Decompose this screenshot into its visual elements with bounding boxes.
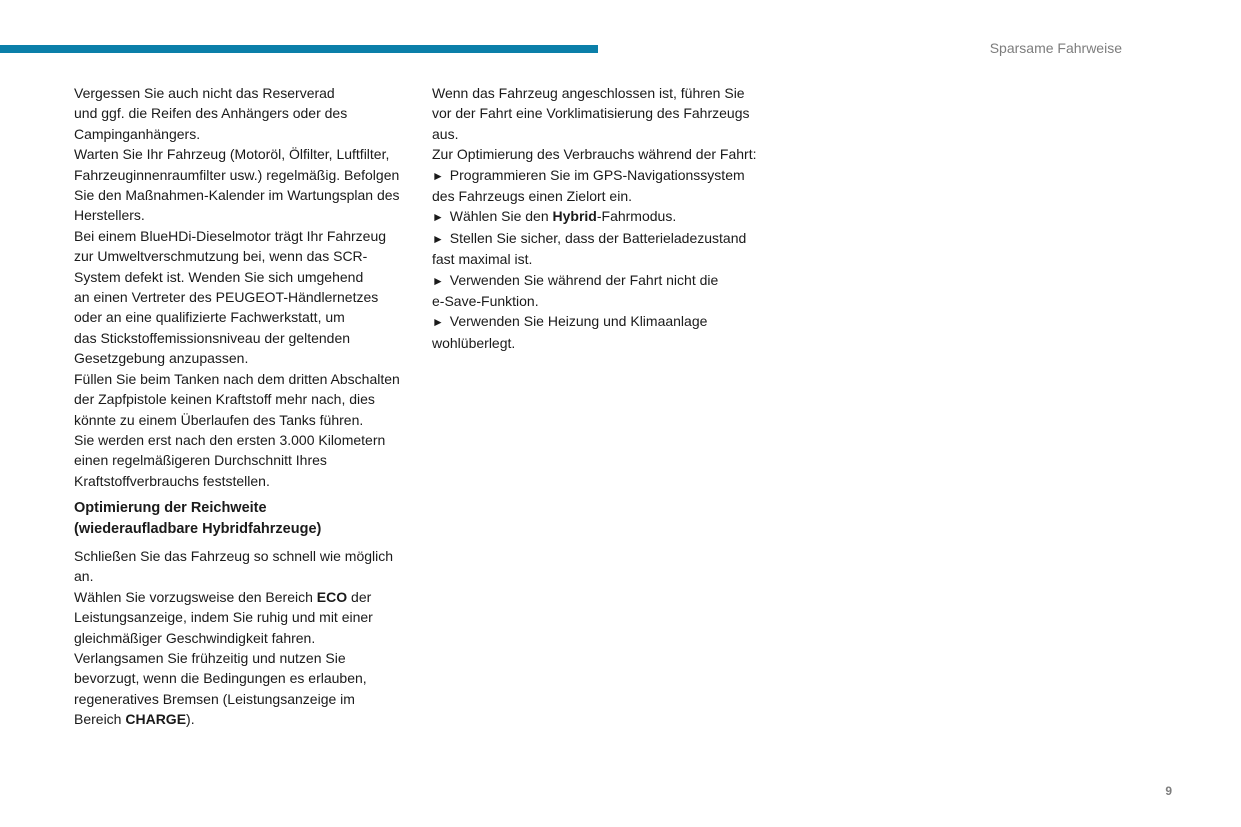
text-line: Kraftstoffverbrauchs feststellen. <box>74 472 270 489</box>
text-line: Sie den Maßnahmen-Kalender im Wartungsplan des <box>74 187 400 204</box>
text-run: Bereich <box>74 711 126 728</box>
paragraph-regenerative-braking <box>74 648 414 730</box>
text-line: e-Save-Funktion. <box>432 293 539 310</box>
text-line: Zur Optimierung des Verbrauchs während der Fahrt: <box>432 146 757 163</box>
text-line: an einen Vertreter des PEUGEOT-Händlernetzes <box>74 289 379 306</box>
text-line: Füllen Sie beim Tanken nach dem dritten Abschalten <box>74 370 400 387</box>
text-line: des Fahrzeugs einen Zielort ein. <box>432 188 632 205</box>
text-line: an. <box>74 568 94 585</box>
text-line: wohlüberlegt. <box>432 334 516 351</box>
text-line <box>432 228 772 249</box>
text-line: Vergessen Sie auch nicht das Reserverad <box>74 85 335 101</box>
text-run: Verwenden Sie während der Fahrt nicht die <box>449 271 719 288</box>
paragraph-eco-mode <box>74 587 414 648</box>
text-line <box>432 206 772 227</box>
triangle-right-icon: ► <box>432 315 444 330</box>
section-heading <box>74 498 414 539</box>
text-run: Wählen Sie den <box>449 208 553 225</box>
left-paragraphs <box>74 83 414 491</box>
charge-keyword: CHARGE <box>125 711 187 728</box>
triangle-right-icon: ► <box>432 210 444 225</box>
text-run: -Fahrmodus. <box>596 208 677 225</box>
paragraph <box>74 144 414 226</box>
text-line: gleichmäßiger Geschwindigkeit fahren. <box>74 629 316 646</box>
text-line: Wenn das Fahrzeug angeschlossen ist, führen Sie <box>432 85 745 101</box>
text-line: vor der Fahrt eine Vorklimatisierung des Fahrzeugs <box>432 105 750 122</box>
text-line: Gesetzgebung anzupassen. <box>74 350 249 367</box>
text-line: oder an eine qualifizierte Fachwerkstatt, um <box>74 309 345 326</box>
text-run: ). <box>186 711 195 728</box>
text-run: Programmieren Sie im GPS-Navigationssystem <box>449 166 745 183</box>
text-line: zur Umweltverschmutzung bei, wenn das SCR- <box>74 248 368 265</box>
text-line: Herstellers. <box>74 207 145 224</box>
text-line: Verlangsamen Sie frühzeitig und nutzen Sie <box>74 649 346 666</box>
bullet-item-hybrid-mode <box>432 206 772 227</box>
page-number: 9 <box>1165 784 1172 798</box>
paragraph <box>74 430 414 491</box>
paragraph <box>74 369 414 430</box>
text-line: fast maximal ist. <box>432 251 533 268</box>
text-line: Warten Sie Ihr Fahrzeug (Motoröl, Ölfilter, Luftfilter, <box>74 146 390 163</box>
text-line: Campinganhängers. <box>74 125 201 142</box>
text-run: Wählen Sie vorzugsweise den Bereich <box>74 588 317 605</box>
left-column <box>74 83 414 730</box>
text-line: Bei einem BlueHDi-Dieselmotor trägt Ihr Fahrzeug <box>74 227 387 244</box>
text-run: Stellen Sie sicher, dass der Batterieladezustand <box>449 229 747 246</box>
bullet-item-esave <box>432 270 772 312</box>
text-line: Schließen Sie das Fahrzeug so schnell wie möglich <box>74 547 394 564</box>
triangle-right-icon: ► <box>432 231 444 246</box>
text-run: Verwenden Sie Heizung und Klimaanlage <box>449 313 708 330</box>
paragraph <box>74 226 414 369</box>
triangle-right-icon: ► <box>432 168 444 183</box>
eco-keyword: ECO <box>316 588 348 605</box>
text-line: und ggf. die Reifen des Anhängers oder des <box>74 105 348 122</box>
heading-line: (wiederaufladbare Hybridfahrzeuge) <box>74 520 322 537</box>
paragraph-close-vehicle <box>74 546 414 587</box>
text-line: Fahrzeuginnenraumfilter usw.) regelmäßig. Befolgen <box>74 166 400 183</box>
paragraph <box>74 83 414 144</box>
text-line: System defekt ist. Wenden Sie sich umgehend <box>74 268 364 285</box>
text-line: bevorzugt, wenn die Bedingungen es erlauben, <box>74 670 367 687</box>
text-line <box>74 709 414 729</box>
text-run: der <box>347 588 372 605</box>
bullet-item-battery-charge <box>432 228 772 270</box>
text-line: regeneratives Bremsen (Leistungsanzeige im <box>74 690 355 707</box>
text-line: einen regelmäßigeren Durchschnitt Ihres <box>74 452 327 469</box>
text-line: Sie werden erst nach den ersten 3.000 Kilometern <box>74 431 386 448</box>
text-line <box>432 270 772 291</box>
triangle-right-icon: ► <box>432 273 444 288</box>
text-line: könnte zu einem Überlaufen des Tanks führen. <box>74 411 364 428</box>
heading-line: Optimierung der Reichweite <box>74 500 267 517</box>
bullet-item-navigation <box>432 165 772 207</box>
bullet-item-climate <box>432 311 772 353</box>
text-line <box>74 587 414 607</box>
text-line: der Zapfpistole keinen Kraftstoff mehr nach, dies <box>74 391 375 408</box>
text-line: aus. <box>432 125 459 142</box>
hybrid-keyword: Hybrid <box>552 208 597 225</box>
header-accent-bar <box>0 45 598 53</box>
paragraph-preconditioning <box>432 83 772 165</box>
section-title: Sparsame Fahrweise <box>989 40 1122 56</box>
text-line: das Stickstoffemissionsniveau der geltenden <box>74 329 351 346</box>
text-line <box>432 165 772 186</box>
right-column <box>432 83 772 353</box>
text-line: Leistungsanzeige, indem Sie ruhig und mit einer <box>74 609 373 626</box>
text-line <box>432 311 772 332</box>
